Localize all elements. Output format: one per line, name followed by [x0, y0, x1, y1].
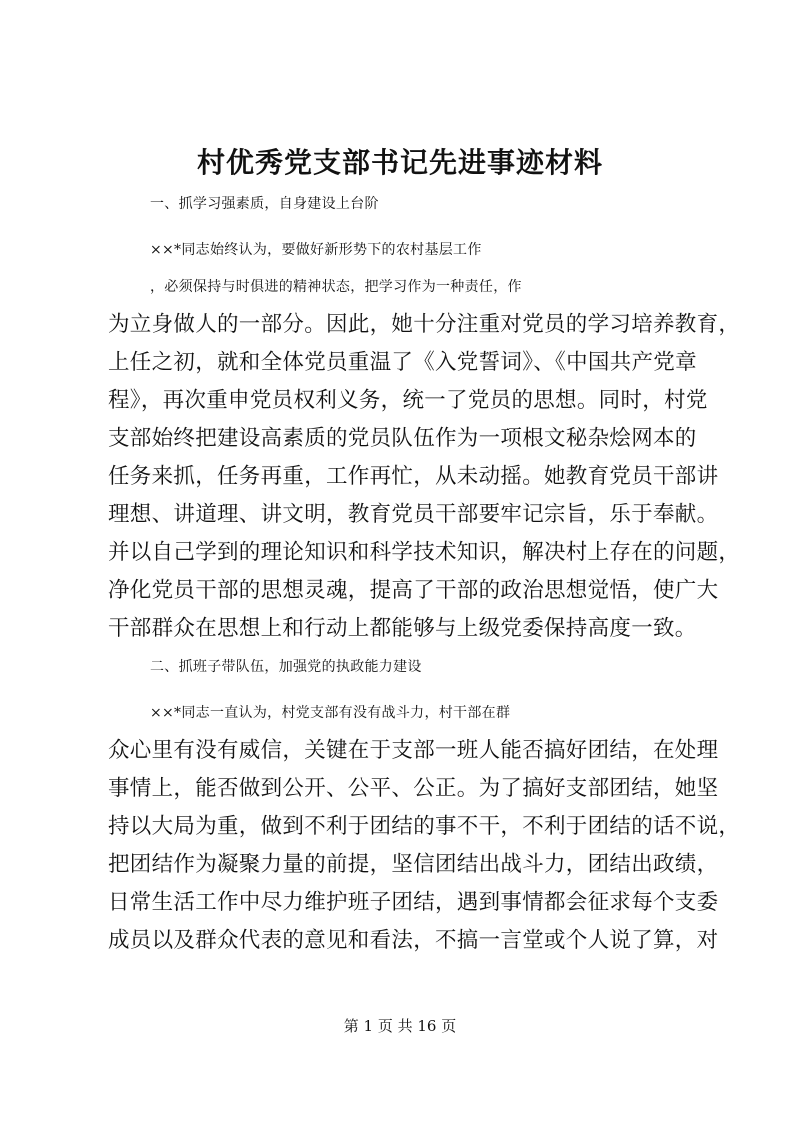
paragraph-line: 为立身做人的一部分。因此，她十分注重对党员的学习培养教育， — [108, 312, 741, 337]
paragraph-line: 事情上，能否做到公开、公平、公正。为了搞好支部团结，她坚 — [108, 776, 719, 801]
paragraph-line: ××*同志始终认为，要做好新形势下的农村基层工作 — [150, 242, 482, 258]
paragraph-line: 并以自己学到的理论知识和科学技术知识，解决村上存在的问题， — [108, 540, 741, 565]
paragraph-line: 众心里有没有威信，关键在于支部一班人能否搞好团结，在处理 — [108, 738, 719, 763]
paragraph-line: 净化党员干部的思想灵魂，提高了干部的政治思想觉悟，使广大 — [108, 578, 719, 603]
section-heading-2: 二、抓班子带队伍，加强党的执政能力建设 — [150, 659, 422, 675]
paragraph-line: 成员以及群众代表的意见和看法，不搞一言堂或个人说了算，对 — [108, 928, 719, 953]
section-heading-1: 一、抓学习强素质，自身建设上台阶 — [150, 196, 379, 212]
page-title: 村优秀党支部书记先进事迹材料 — [196, 146, 603, 179]
paragraph-line: 日常生活工作中尽力维护班子团结，遇到事情都会征求每个支委 — [108, 890, 719, 915]
paragraph-line: ，必须保持与时俱进的精神状态，把学习作为一种责任，作 — [150, 279, 522, 295]
paragraph-line: 上任之初，就和全体党员重温了《入党誓词》、《中国共产党章 — [108, 350, 697, 375]
paragraph-line: 理想、讲道理、讲文明，教育党员干部要牢记宗旨，乐于奉献。 — [108, 502, 719, 527]
paragraph-line: 持以大局为重，做到不利于团结的事不干，不利于团结的话不说， — [108, 814, 741, 839]
paragraph-line: 程》，再次重申党员权利义务，统一了党员的思想。同时，村党 — [108, 388, 708, 413]
paragraph-line: 支部始终把建设高素质的党员队伍作为一项根文秘杂烩网本的 — [108, 426, 697, 451]
paragraph-line: 把团结作为凝聚力量的前提，坚信团结出战斗力，团结出政绩， — [108, 852, 719, 877]
paragraph-line: 干部群众在思想上和行动上都能够与上级党委保持高度一致。 — [108, 616, 697, 641]
page-footer: 第 1 页 共 16 页 — [343, 1017, 457, 1035]
paragraph-line: 任务来抓，任务再重，工作再忙，从未动摇。她教育党员干部讲 — [108, 464, 719, 489]
paragraph-line: ××*同志一直认为，村党支部有没有战斗力，村干部在群 — [150, 705, 511, 721]
